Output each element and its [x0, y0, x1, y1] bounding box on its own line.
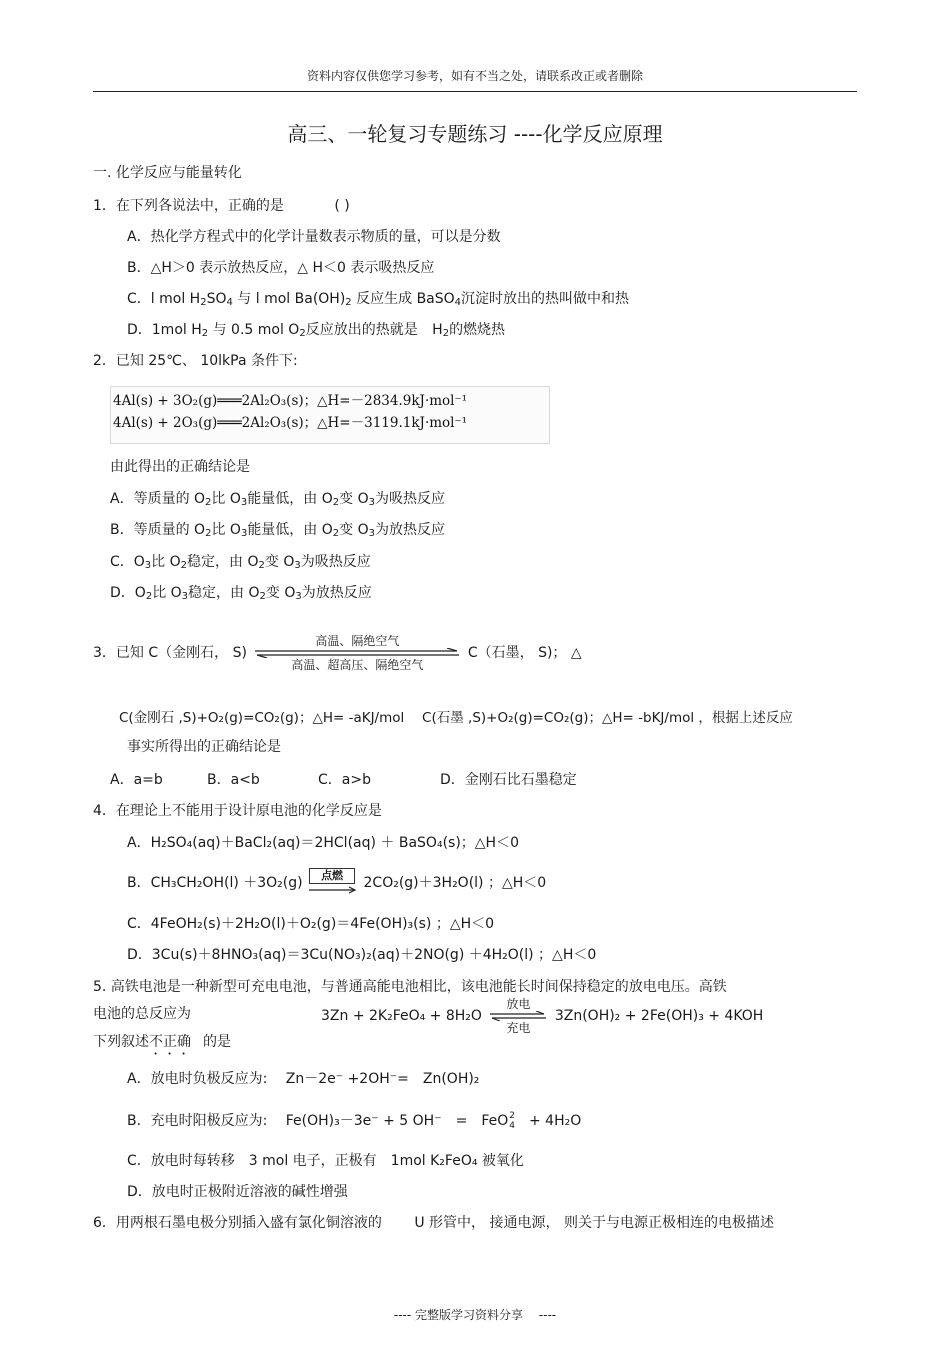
q2-option-b: [110, 520, 445, 540]
sub: 3: [240, 497, 248, 508]
q5-stem-line3: [93, 1032, 231, 1058]
sub: 2: [205, 528, 212, 539]
q1-c-part: C．l mol H: [127, 291, 201, 307]
q1-d-part: D．1mol H: [127, 322, 202, 338]
q3-stem: [93, 631, 582, 675]
q1-stem: [93, 196, 350, 216]
q5-option-b: [127, 1111, 581, 1131]
q3-arrow-reverse-condition: 高温、超高压、隔绝空气: [291, 658, 424, 672]
q1-stem-text: 1．在下列各说法中，正确的是: [93, 198, 284, 214]
q6-stem: 6．用两根石墨电极分别插入盛有氯化铜溶液的 U 形管中， 接通电源， 则关于与电源正极相连的电极描述: [93, 1215, 774, 1231]
q2-d-part: 比 O: [152, 585, 182, 601]
q2-option-a: [110, 489, 445, 509]
q3-arrow-forward-condition: 高温、隔绝空气: [315, 634, 400, 648]
q2-a-part: 能量低，由 O: [247, 491, 333, 507]
q4-ignite-label: 点燃: [309, 868, 355, 884]
q2-d-part: D．O: [110, 585, 146, 601]
q4-option-d: D．3Cu(s)＋8HNO₃(aq)＝3Cu(NO₃)₂(aq)＋2NO(g) ＋4H₂O(l) ；△H＜0: [127, 947, 597, 963]
q2-equation-1: 4Al(s) + 3O₂(g)═══2Al₂O₃(s)；△H=－2834.9kJ·mol⁻¹: [113, 393, 468, 409]
q2-a-part: A．等质量的 O: [110, 491, 206, 507]
document-title: 高三、一轮复习专题练习 ----化学反应原理: [287, 122, 663, 146]
q2-b-part: B．等质量的 O: [110, 522, 206, 538]
q2-d-part: 变 O: [265, 585, 296, 601]
q2-option-d: [110, 583, 372, 603]
q5-charge-label: 充电: [506, 1021, 531, 1035]
q4-option-a: A．H₂SO₄(aq)＋BaCl₂(aq)＝2HCl(aq) ＋ BaSO₄(s)；△H＜0: [127, 835, 519, 851]
sub: 3: [368, 497, 375, 508]
sub: 2: [180, 560, 188, 571]
q4-b-products: 2CO₂(g)＋3H₂O(l) ；△H＜0: [363, 875, 547, 891]
q5-reversible-arrow: [488, 997, 548, 1035]
superscript: 2: [509, 1111, 515, 1121]
q3-left-side: 3．已知 C（金刚石， S): [93, 645, 247, 661]
q2-b-part: 为放热反应: [375, 522, 446, 538]
q3-reversible-arrow: [253, 634, 461, 672]
sub: 2: [145, 591, 153, 602]
header-rule: [93, 91, 857, 92]
q2-equation-image: [110, 386, 550, 444]
sub: 3: [181, 591, 189, 602]
q4-b-reactants: B．CH₃CH₂OH(l) ＋3O₂(g): [127, 875, 303, 891]
sub: 3: [368, 528, 376, 539]
q5-emphasized-not-correct: 不正确: [149, 1034, 191, 1050]
section-heading: 一. 化学反应与能量转化: [93, 165, 242, 181]
q1-c-part: 反应生成 BaSO: [356, 291, 455, 307]
sub: 3: [240, 528, 248, 539]
q2-c-part: C．O: [110, 554, 145, 570]
q5-option-a: A．放电时负极反应为: Zn－2e⁻ +2OH⁻= Zn(OH)₂: [127, 1071, 480, 1087]
q1-answer-blank: ( ): [334, 198, 350, 214]
q5-b-text: + 4H₂O: [514, 1113, 582, 1129]
q3-lead: 事实所得出的正确结论是: [127, 739, 281, 755]
q3-option-b: B．a<b: [207, 772, 260, 788]
q5-line3-text: 的是: [203, 1034, 231, 1050]
q2-d-part: 稳定，由 O: [188, 585, 260, 601]
q4-stem: 4．在理论上不能用于设计原电池的化学反应是: [93, 803, 382, 819]
q2-equation-2: 4Al(s) + 2O₃(g)═══2Al₂O₃(s)；△H=－3119.1kJ·mol⁻¹: [113, 415, 468, 431]
sub: 2: [332, 528, 340, 539]
q1-d-part: 反应放出的热就是: [305, 322, 418, 338]
q1-d-part: 的燃烧热: [449, 322, 506, 338]
right-arrow-icon: [307, 886, 359, 894]
equilibrium-arrows-icon: [253, 648, 461, 658]
sub: 2: [259, 591, 266, 602]
q5-reaction-right: 3Zn(OH)₂ + 2Fe(OH)₃ + 4KOH: [554, 1008, 764, 1024]
q5-stem-line2: 电池的总反应为: [93, 1006, 191, 1022]
sub: 3: [295, 591, 302, 602]
q2-a-part: 变 O: [339, 491, 369, 507]
q2-d-part: 为放热反应: [301, 585, 372, 601]
q5-total-reaction: [321, 994, 763, 1038]
equilibrium-arrows-icon: [488, 1011, 548, 1021]
q5-b-text: B．充电时阳极反应为: Fe(OH)₃－3e⁻ + 5 OH⁻ = FeO: [127, 1113, 509, 1129]
q5-line3-text: 下列叙述: [93, 1034, 149, 1050]
q1-option-a: A．热化学方程式中的化学计量数表示物质的量，可以是分数: [127, 229, 501, 245]
q2-a-part: 比 O: [211, 491, 241, 507]
subscript: 4: [509, 1121, 515, 1131]
sub: 2: [258, 560, 265, 571]
q4-ignite-arrow: [307, 868, 359, 898]
q1-d-part: 与 0.5 mol O: [212, 322, 300, 338]
q1-option-c: C．l mol $H_2SO_4$ 与 l mol $Ba(OH)_2$ 反应生成 BaSO$_4$沉淀时放出的热叫做中和热: [127, 291, 630, 308]
q2-c-part: 为吸热反应: [300, 554, 371, 570]
q3-right-side: C（石墨， S)； △: [467, 645, 582, 661]
q2-c-part: 变 O: [264, 554, 295, 570]
q2-a-part: 为吸热反应: [375, 491, 445, 507]
q2-stem: 2．已知 25℃、 10lkPa 条件下:: [93, 353, 298, 369]
q5-stem-line1: 5. 高铁电池是一种新型可充电电池，与普通高能电池相比，该电池能长时间保持稳定的放电电压。高铁: [93, 979, 727, 995]
q4-option-c: C．4FeOH₂(s)＋2H₂O(l)＋O₂(g)＝4Fe(OH)₃(s) ；△H＜0: [127, 916, 495, 932]
page-footer: ---- 完整版学习资料分享 ----: [393, 1308, 557, 1322]
q2-option-c: [110, 552, 371, 572]
page-header-notice: 资料内容仅供您学习参考，如有不当之处，请联系改正或者删除: [306, 69, 643, 83]
q1-c-part: SO: [206, 291, 227, 307]
q1-option-b: B．△H＞0 表示放热反应，△ H＜0 表示吸热反应: [127, 260, 435, 276]
q5-reaction-left: 3Zn + 2K₂FeO₄ + 8H₂O: [321, 1008, 482, 1024]
q2-b-part: 能量低，由 O: [247, 522, 333, 538]
sub: 3: [294, 560, 301, 571]
q1-c-part: 沉淀时放出的热叫做中和热: [461, 291, 630, 307]
sub: 2: [332, 497, 340, 508]
q5-discharge-label: 放电: [506, 997, 531, 1011]
sub: 3: [144, 560, 152, 571]
q2-b-part: 比 O: [211, 522, 241, 538]
sub: 2: [205, 497, 212, 508]
q3-thermo-equations: C(金刚石 ,S)+O₂(g)=CO₂(g)；△H= -aKJ/mol C(石墨 ,S)+O₂(g)=CO₂(g)；△H= -bKJ/mol ，根据上述反应: [119, 710, 793, 726]
q2-c-part: 稳定，由 O: [187, 554, 259, 570]
q3-option-a: A．a=b: [110, 772, 163, 788]
q2-c-part: 比 O: [151, 554, 181, 570]
q1-c-part: 与 l mol Ba(OH): [237, 291, 346, 307]
q1-option-d: D．1mol $H_2$ 与 0.5 mol $O_2$反应放出的热就是 $H_2$的燃烧热: [127, 322, 506, 339]
q3-option-c: C．a>b: [318, 772, 371, 788]
q2-lead: 由此得出的正确结论是: [110, 459, 250, 475]
q5-option-c: C．放电时每转移 3 mol 电子，正极有 1mol K₂FeO₄ 被氧化: [127, 1153, 524, 1169]
q2-b-part: 变 O: [339, 522, 369, 538]
q1-d-part: H: [432, 322, 443, 338]
q5-option-d: D．放电时正极附近溶液的碱性增强: [127, 1184, 348, 1200]
q4-option-b: [127, 868, 546, 898]
q3-option-d: D．金刚石比石墨稳定: [440, 772, 577, 788]
